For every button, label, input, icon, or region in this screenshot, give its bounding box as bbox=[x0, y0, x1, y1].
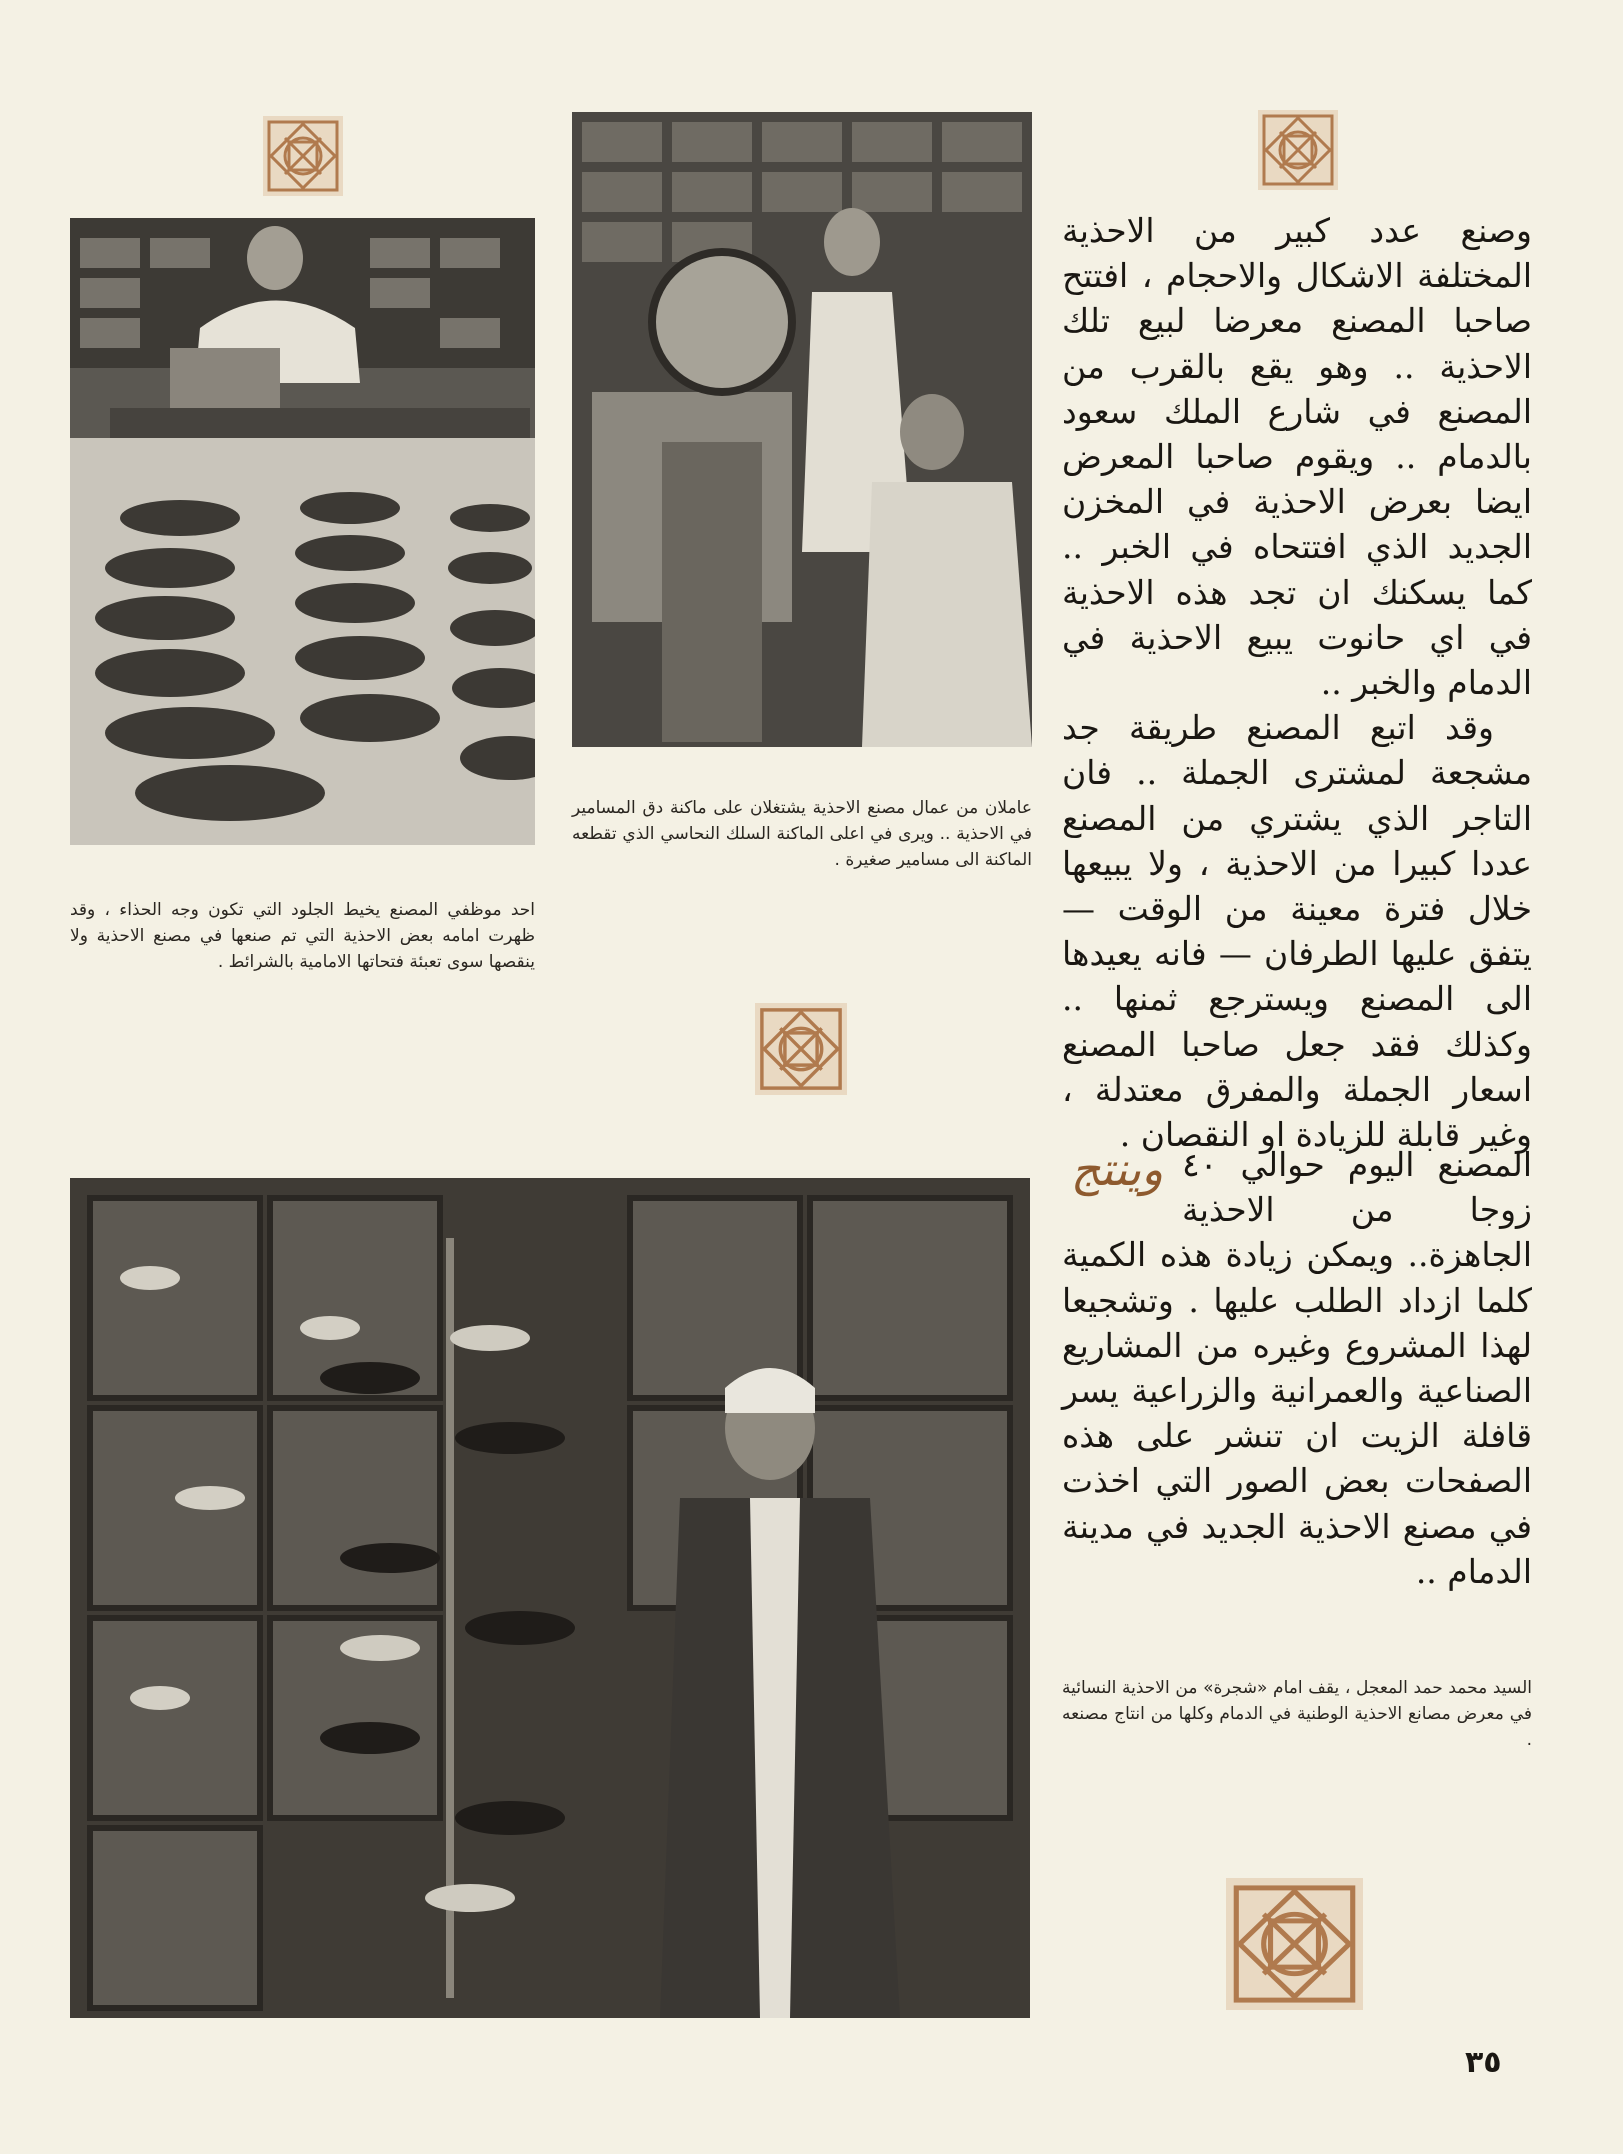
ornament-middle bbox=[755, 1003, 847, 1095]
ornament-top-left bbox=[263, 116, 343, 196]
ornament-top-right bbox=[1258, 110, 1338, 190]
lead-word-space bbox=[1062, 1142, 1182, 1230]
caption-showroom: السيد محمد حمد المعجل ، يقف امام «شجرة» من الاحذية النسائية في معرض مصانع الاحذية الوطنية في الدمام وكلها من انتاج مصنعه . bbox=[1062, 1678, 1532, 1750]
page-number: ٣٥ bbox=[1465, 2045, 1502, 2080]
article-paragraph-3-text bbox=[1062, 1142, 1532, 1594]
decorative-lead-word: وينتج bbox=[1070, 1142, 1164, 1196]
article-paragraph-2: وقد اتبع المصنع طريقة جد مشجعة لمشترى الجملة .. فان التاجر الذي يشتري من المصنع عددا كبيرا من الاحذية ، ولا يبيعها خلال فترة معينة من الوقت — يتفق عليها الطرفان — فانه يعيدها الى المصنع ويسترجع ثمنها .. وكذلك فقد جعل صاحبا المصنع اسعار الجملة والمفرق معتدلة ، وغير قابلة للزيادة او النقصان . bbox=[1062, 708, 1532, 1155]
caption-nailing-machine: عاملان من عمال مصنع الاحذية يشتغلان على ماكنة دق المسامير في الاحذية .. ويرى في اعلى الماكنة السلك النحاسي الذي تقطعه الماكنة الى مسامير صغيرة . bbox=[572, 798, 1032, 870]
article-paragraph-1: وصنع عدد كبير من الاحذية المختلفة الاشكال والاحجام ، افتتح صاحبا المصنع معرضا لبيع تلك الاحذية .. وهو يقع بالقرب من المصنع في شارع الملك سعود بالدمام .. ويقوم صاحبا المعرض ايضا بعرض الاحذية في المخزن الجديد الذي افتتحاه في الخبر .. كما يسكنك ان تجد هذه الاحذية في اي حانوت يبيع الاحذية في الدمام والخبر .. bbox=[1062, 211, 1532, 703]
photo-showroom bbox=[70, 1178, 1030, 2018]
ornament-bottom-right bbox=[1226, 1878, 1363, 2010]
article-paragraph-3 bbox=[1062, 1142, 1532, 1594]
photo-nailing-machine bbox=[572, 112, 1032, 747]
photo-shoe-sewing bbox=[70, 218, 535, 845]
caption-sewing: احد موظفي المصنع يخيط الجلود التي تكون وجه الحذاء ، وقد ظهرت امامه بعض الاحذية التي تم صنعها في مصنع الاحذية ولا ينقصها سوى تعبئة فتحاتها الامامية بالشرائط . bbox=[70, 900, 535, 972]
paragraph-3-content: المصنع اليوم حوالي ٤٠ زوجا من الاحذية الجاهزة.. ويمكن زيادة هذه الكمية كلما ازداد الطلب عليها . وتشجيعا لهذا المشروع وغيره من المشاريع الصناعية والعمرانية والزراعية يسر قافلة الزيت ان تنشر على هذه الصفحات بعض الصور التي اخذت في مصنع الاحذية الجديد في مدينة الدمام .. bbox=[1062, 1145, 1532, 1591]
article-body bbox=[1062, 208, 1532, 1157]
